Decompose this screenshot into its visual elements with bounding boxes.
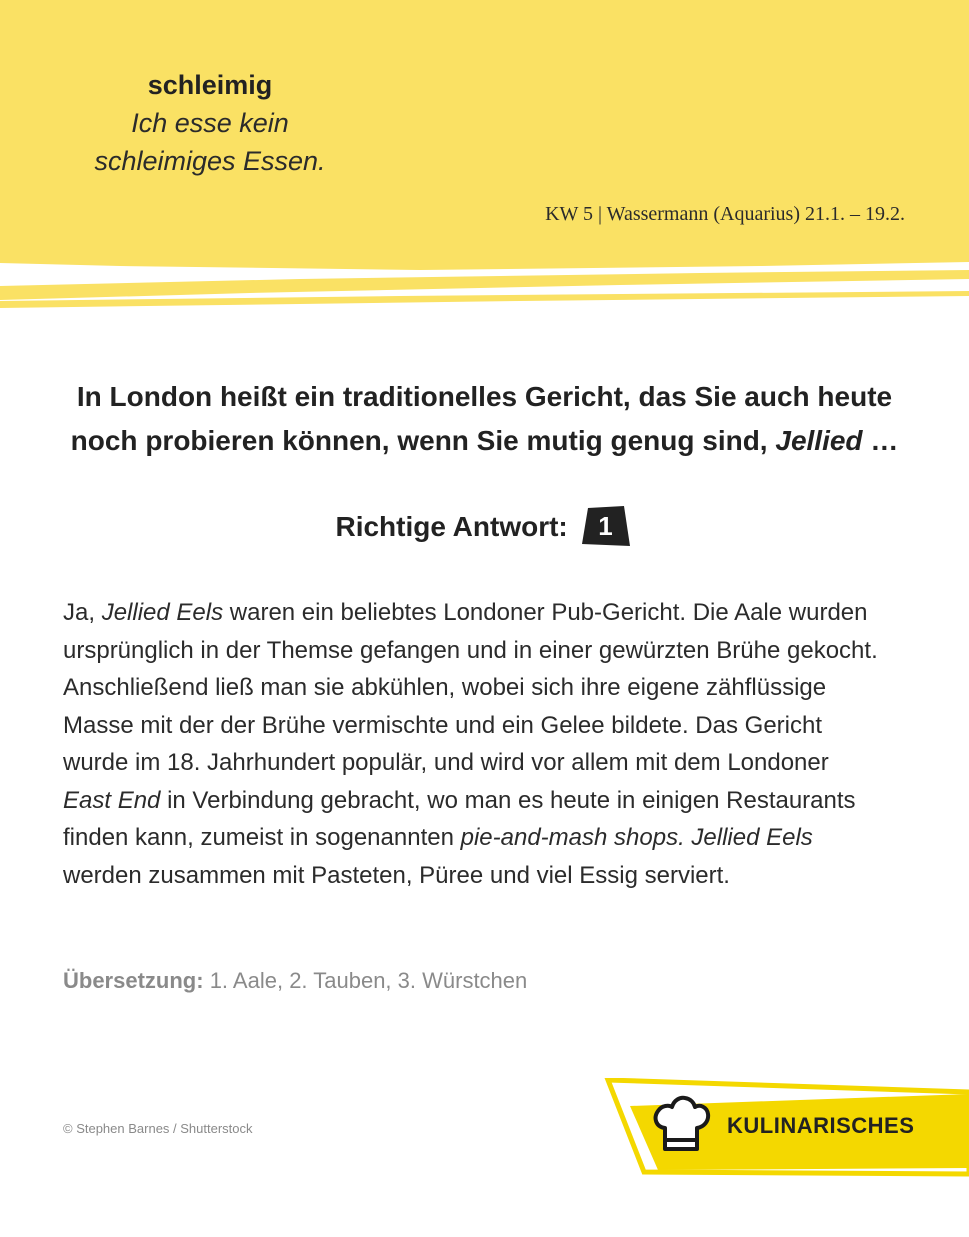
translation-text: 1. Aale, 2. Tauben, 3. Würstchen <box>209 968 528 993</box>
vocab-example-line1: Ich esse kein <box>131 108 289 138</box>
vocab-example-line2: schleimiges Essen. <box>94 146 326 176</box>
question-text <box>40 375 929 463</box>
explanation-part4: werden zusammen mit Pasteten, Püree und viel Essig serviert. <box>63 861 730 889</box>
explanation-italic1: Jellied Eels <box>101 599 224 626</box>
question-italic-term: Jellied <box>775 425 863 456</box>
explanation-part2: waren ein beliebtes Londoner Pub-Gericht. Die Aale wurden ursprünglich in der Themse gefangen und in einer gewürzten Brühe gekocht. Anschließend ließ man sie abkühlen, wobei sich ihre eigene zähflüssige Masse mit der der Brühe vermischte und ein Gelee bildete. Das Gericht wurde im 18. Jahrhundert populär, und wird vor allem mit dem Londoner <box>63 599 878 776</box>
answer-badge <box>582 506 634 546</box>
week-label: KW 5 | Wassermann (Aquarius) 21.1. – 19.2. <box>545 203 905 225</box>
question-line2: noch probieren können, wenn Sie mutig genug sind, <box>70 425 768 456</box>
explanation-part3: in Verbindung gebracht, wo man es heute in einigen Restaurants finden kann, zumeist in sogenannten <box>63 786 856 851</box>
answer-number: 1 <box>598 510 613 541</box>
vocab-word: schleimig <box>147 70 273 100</box>
photo-credit: © Stephen Barnes / Shutterstock <box>63 1121 253 1136</box>
explanation-paragraph <box>63 594 883 894</box>
answer-label: Richtige Antwort: <box>335 511 568 542</box>
vocab-box <box>60 66 360 180</box>
question-line1: In London heißt ein traditionelles Gericht, das Sie auch heute <box>76 381 893 412</box>
answer-row <box>0 505 969 549</box>
explanation-italic3: pie-and-mash shops. Jellied Eels <box>460 824 813 851</box>
explanation-italic2: East End <box>63 786 161 814</box>
explanation-part1: Ja, <box>63 599 96 626</box>
question-ellipsis: … <box>870 425 899 456</box>
chef-hat-icon <box>650 1094 712 1154</box>
translation-line <box>63 968 527 994</box>
translation-label: Übersetzung: <box>63 968 204 993</box>
category-label: KULINARISCHES <box>727 1113 915 1138</box>
